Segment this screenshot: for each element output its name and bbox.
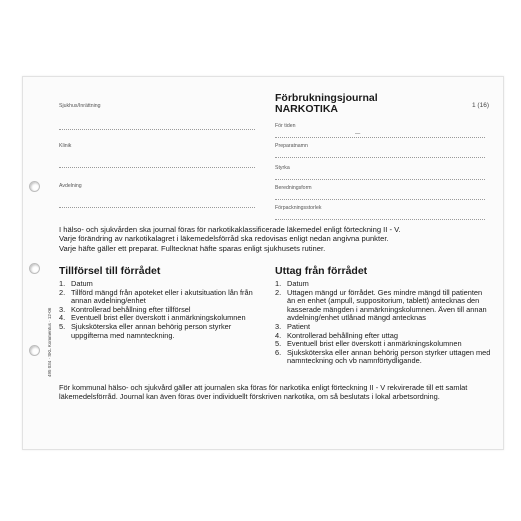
department-label: Sjukhus/Inrättning [59,103,101,109]
list-item: 6. Sjuksköterska eller annan behörig person styrker uttagen med namnteckning och vb namnförtydligande. [275,347,491,366]
title-line-1: Förbrukningsjournal [275,92,378,104]
list-item: 1. Datum [275,279,309,288]
list-item: 4. Eventuell brist eller överskott i anmärkningskolumnen [59,313,246,323]
ward-field[interactable] [59,207,255,208]
list-item: 1. Datum [59,279,93,288]
binder-hole [29,181,40,192]
form-code: 495 034 · SKL Kommentus · 12-06 [47,307,52,377]
page-number: 1 (16) [472,102,489,109]
department-field[interactable] [59,129,255,130]
supply-heading: Tillförsel till förrådet [59,265,161,277]
withdrawal-list [275,280,491,366]
intro-line-1: I hälso- och sjukvården ska journal föras för narkotikaklassificerade läkemedel enligt förteckning II - V. [59,225,401,234]
list-item: 5. Sjuksköterska eller annan behörig person styrker uppgifterna med namnteckning. [59,321,232,340]
list-item: 3. Kontrollerad behållning efter tillförsel [59,304,191,314]
preparation-label: Preparatnamn [275,143,308,149]
dosage-form-label: Beredningsform [275,185,312,191]
period-separator: — [355,131,361,137]
list-item: 2. Uttagen mängd ur förrådet. Ges mindre mängd till patienten än en enhet (ampull, suppositorium, tablett) antecknas den kasserade mängden i anmärkningskolumnen. Även till annan avdelning/enhet utlånad mängd antecknas [275,287,487,323]
clinic-label: Klinik [59,143,72,149]
ward-label: Avdelning [59,183,82,189]
period-field[interactable] [275,137,485,138]
intro-line-3: Varje häfte gäller ett preparat. Fulltecknat häfte sparas enligt sjukhusets rutiner. [59,243,326,253]
intro-line-2: Varje förändring av narkotikalagret i läkemedelsförråd ska redovisas enligt nedan angivna punkter. [59,234,389,244]
clinic-field[interactable] [59,167,255,168]
footer-text: För kommunal hälso- och sjukvård gäller att journalen ska föras för narkotika enligt förteckning II - V rekvirerade till ett samlat läkemedelsförråd. Journal kan även föras över individuellt förskriven narkotika, om så beslutats i lokal arbetsordning. [59,383,468,402]
binder-hole [29,263,40,274]
binder-hole [29,345,40,356]
strength-label: Styrka [275,165,290,171]
form-title [275,93,378,115]
title-line-2: NARKOTIKA [275,103,338,115]
list-item: 4. Kontrollerad behållning efter uttag [275,330,398,340]
withdrawal-heading: Uttag från förrådet [275,265,368,277]
journal-sheet [22,76,504,450]
dosage-form-field[interactable] [275,199,485,200]
package-size-field[interactable] [275,219,485,220]
preparation-field[interactable] [275,157,485,158]
list-item: 5. Eventuell brist eller överskott i anmärkningskolumnen [275,339,462,349]
intro-text [59,225,489,253]
list-item: 2. Tillförd mängd från apoteket eller i akutsituation lån från annan avdelning/enhet [59,287,253,306]
list-item: 3. Patient [275,321,311,331]
period-label: För tiden [275,123,296,129]
package-size-label: Förpackningsstorlek [275,205,322,211]
strength-field[interactable] [275,179,485,180]
supply-list [59,280,255,340]
